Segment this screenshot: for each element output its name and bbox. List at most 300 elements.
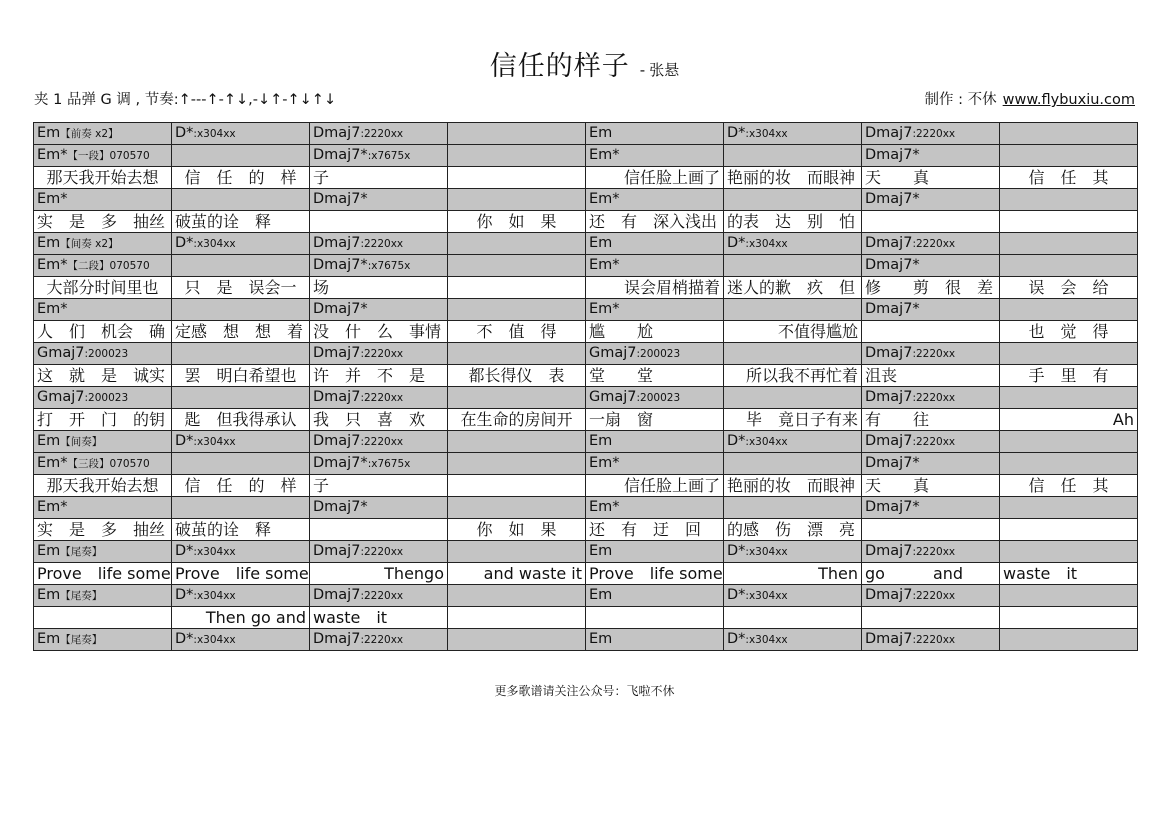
chord-cell — [724, 233, 862, 255]
chord-name: D* — [175, 125, 194, 141]
lyric-text: 信任脸上画了 — [623, 476, 720, 495]
chord-name: D* — [175, 433, 194, 449]
lyric-cell — [724, 365, 862, 387]
chord-name: Dmaj7* — [865, 147, 920, 163]
lyric-text: 子 — [313, 476, 330, 495]
lyric-cell — [172, 321, 310, 343]
chord-cell — [172, 255, 310, 277]
chord-name: Dmaj7 — [313, 587, 361, 603]
chord-cell — [448, 431, 586, 453]
chord-name: Dmaj7 — [865, 587, 913, 603]
chord-cell — [724, 541, 862, 563]
lyric-text: 那天我开始去想 — [46, 476, 159, 495]
lyric-text: 还 有 迂 回 — [589, 520, 702, 539]
lyric-text: 只 是 误会一 — [184, 278, 297, 297]
lyric-cell — [1000, 519, 1138, 541]
lyric-text: 堂 堂 — [589, 366, 654, 385]
chord-cell — [172, 541, 310, 563]
chord-cell — [448, 299, 586, 321]
chord-cell — [586, 343, 724, 365]
chord-name: Em — [589, 125, 613, 141]
lyric-cell — [724, 409, 862, 431]
website-link[interactable]: www.flybuxiu.com — [1002, 92, 1135, 108]
chord-fingering: :2220xx — [360, 634, 404, 646]
chord-fingering: 【一段】070570 — [67, 150, 150, 162]
chord-name: D* — [175, 587, 194, 603]
chord-fingering: :2220xx — [912, 348, 956, 360]
chord-row — [34, 145, 1138, 167]
lyric-cell — [1000, 277, 1138, 299]
chord-name: Dmaj7* — [313, 191, 368, 207]
chord-name: Dmaj7 — [865, 345, 913, 361]
chord-cell — [34, 299, 172, 321]
chord-cell — [586, 255, 724, 277]
chord-row — [34, 189, 1138, 211]
chord-cell — [1000, 453, 1138, 475]
chord-cell — [310, 431, 448, 453]
lyric-text: 也 觉 得 — [1028, 322, 1109, 341]
chord-cell — [862, 123, 1000, 145]
chord-cell — [310, 453, 448, 475]
chord-row — [34, 453, 1138, 475]
lyric-row — [34, 519, 1138, 541]
chord-name: D* — [727, 587, 746, 603]
chord-cell — [586, 189, 724, 211]
chord-cell — [34, 233, 172, 255]
lyric-cell — [34, 475, 172, 497]
lyric-cell — [310, 519, 448, 541]
chord-cell — [172, 123, 310, 145]
chord-row — [34, 343, 1138, 365]
chord-cell — [724, 453, 862, 475]
lyric-row — [34, 211, 1138, 233]
lyric-text: 信 任 其 — [1028, 476, 1109, 495]
lyric-text: Ah — [1112, 410, 1134, 429]
chord-cell — [586, 585, 724, 607]
chord-row — [34, 387, 1138, 409]
lyric-cell — [586, 563, 724, 585]
chord-cell — [862, 431, 1000, 453]
chord-fingering: 【尾奏】 — [60, 546, 103, 558]
chord-name: Em* — [37, 191, 68, 207]
lyric-cell — [586, 167, 724, 189]
lyric-cell — [862, 409, 1000, 431]
chord-row — [34, 585, 1138, 607]
lyric-text: go and — [865, 564, 964, 583]
chord-name: Em — [589, 543, 613, 559]
lyric-text: waste it — [1003, 564, 1078, 583]
lyric-text: 场 — [313, 278, 330, 297]
chord-cell — [448, 387, 586, 409]
chord-name: D* — [727, 235, 746, 251]
lyric-cell — [310, 211, 448, 233]
lyric-text: 天 真 — [865, 168, 930, 187]
chord-fingering: :2220xx — [912, 436, 956, 448]
lyric-row — [34, 167, 1138, 189]
lyric-text: 破茧的诠 释 — [175, 212, 272, 231]
lyric-cell — [586, 277, 724, 299]
chord-fingering: :x304xx — [745, 634, 788, 646]
lyric-row — [34, 409, 1138, 431]
lyric-text: 你 如 果 — [476, 212, 557, 231]
chord-fingering: :2220xx — [360, 238, 404, 250]
chord-name: Dmaj7 — [313, 433, 361, 449]
lyric-text: 没 什 么 事情 — [313, 322, 442, 341]
lyric-text: 尴 尬 — [589, 322, 654, 341]
chord-name: Gmaj7 — [589, 345, 637, 361]
lyric-cell — [1000, 563, 1138, 585]
chord-cell — [172, 343, 310, 365]
chord-fingering: :x304xx — [193, 238, 236, 250]
lyric-text: Then go and — [205, 608, 306, 627]
lyric-text: 实 是 多 抽丝 — [37, 212, 166, 231]
chord-cell — [34, 585, 172, 607]
lyric-cell — [448, 563, 586, 585]
chord-cell — [1000, 387, 1138, 409]
chord-name: Em — [37, 543, 61, 559]
chord-name: Em — [37, 235, 61, 251]
chord-name: D* — [175, 631, 194, 647]
chord-name: Em — [37, 125, 61, 141]
chord-name: D* — [175, 235, 194, 251]
chord-cell — [586, 453, 724, 475]
lyric-text: 罢 明白希望也 — [184, 366, 297, 385]
chord-fingering: 【尾奏】 — [60, 634, 103, 646]
chord-cell — [1000, 145, 1138, 167]
chord-cell — [172, 453, 310, 475]
chord-cell — [310, 189, 448, 211]
chord-cell — [310, 299, 448, 321]
chord-cell — [172, 189, 310, 211]
chord-cell — [586, 299, 724, 321]
chord-cell — [1000, 255, 1138, 277]
chord-name: Dmaj7 — [865, 389, 913, 405]
chord-cell — [724, 629, 862, 651]
chord-cell — [448, 629, 586, 651]
chord-fingering: :2220xx — [360, 590, 404, 602]
lyric-text: 破茧的诠 释 — [175, 520, 272, 539]
lyric-text: 误会眉梢描着 — [623, 278, 720, 297]
lyric-text: Prove life some — [175, 564, 309, 583]
chord-fingering: :x7675x — [367, 458, 411, 470]
chord-name: Dmaj7* — [865, 455, 920, 471]
chord-cell — [448, 453, 586, 475]
chord-fingering: :x304xx — [745, 238, 788, 250]
chord-cell — [34, 453, 172, 475]
chord-cell — [448, 255, 586, 277]
chord-name: Em* — [589, 499, 620, 515]
chord-name: Dmaj7 — [313, 125, 361, 141]
chord-fingering: 【前奏 x2】 — [60, 128, 119, 140]
lyric-cell — [586, 475, 724, 497]
credits — [925, 88, 1135, 109]
chord-cell — [724, 431, 862, 453]
chord-cell — [172, 299, 310, 321]
chord-cell — [34, 189, 172, 211]
chord-row — [34, 497, 1138, 519]
lyric-text: Then — [818, 564, 858, 583]
chord-cell — [34, 497, 172, 519]
lyric-cell — [34, 563, 172, 585]
chord-name: Em — [589, 235, 613, 251]
chord-row — [34, 123, 1138, 145]
chord-name: Gmaj7 — [589, 389, 637, 405]
lyric-text: 子 — [313, 168, 330, 187]
chord-fingering: 【二段】070570 — [67, 260, 150, 272]
lyric-cell — [310, 321, 448, 343]
lyric-cell — [172, 409, 310, 431]
chord-cell — [724, 123, 862, 145]
chord-cell — [862, 387, 1000, 409]
chord-fingering: 【尾奏】 — [60, 590, 103, 602]
chord-fingering: :x304xx — [193, 128, 236, 140]
chord-cell — [1000, 629, 1138, 651]
chord-name: Dmaj7 — [865, 235, 913, 251]
chord-name: Dmaj7* — [313, 455, 368, 471]
chord-name: D* — [727, 631, 746, 647]
lyric-cell — [310, 167, 448, 189]
chord-cell — [1000, 585, 1138, 607]
chord-cell — [1000, 233, 1138, 255]
lyric-cell — [448, 409, 586, 431]
lyric-cell — [34, 167, 172, 189]
chord-cell — [724, 497, 862, 519]
chord-cell — [862, 585, 1000, 607]
chord-name: Dmaj7* — [865, 301, 920, 317]
lyric-cell — [862, 365, 1000, 387]
author-credit: 制作 : 不休 — [924, 92, 997, 108]
song-title: 信任的样子 — [489, 51, 630, 82]
chord-cell — [586, 387, 724, 409]
lyric-text: 那天我开始去想 — [46, 168, 159, 187]
lyric-cell — [448, 519, 586, 541]
chord-cell — [862, 541, 1000, 563]
chord-cell — [172, 629, 310, 651]
chord-row — [34, 629, 1138, 651]
lyric-cell — [862, 519, 1000, 541]
singer-name: 张悬 — [649, 61, 680, 79]
chord-name: Dmaj7 — [313, 235, 361, 251]
lyric-cell — [724, 607, 862, 629]
chord-fingering: :200023 — [84, 348, 129, 360]
chord-name: D* — [175, 543, 194, 559]
lyric-row — [34, 321, 1138, 343]
lyric-cell — [586, 607, 724, 629]
chord-fingering: :2220xx — [360, 128, 404, 140]
chord-cell — [172, 233, 310, 255]
lyric-text: 大部分时间里也 — [46, 278, 159, 297]
lyric-cell — [172, 563, 310, 585]
chord-cell — [448, 145, 586, 167]
chord-name: Em — [37, 587, 61, 603]
chord-fingering: :2220xx — [912, 634, 956, 646]
lyric-cell — [34, 519, 172, 541]
lyric-cell — [1000, 365, 1138, 387]
chord-cell — [586, 541, 724, 563]
chord-fingering: :x304xx — [745, 128, 788, 140]
chord-cell — [34, 255, 172, 277]
chord-name: Dmaj7 — [313, 543, 361, 559]
chord-name: Dmaj7* — [313, 301, 368, 317]
chord-cell — [34, 123, 172, 145]
chord-cell — [448, 585, 586, 607]
chord-name: Dmaj7 — [865, 433, 913, 449]
lyric-text: 艳丽的妆 而眼神 — [727, 476, 856, 495]
chord-name: Em — [37, 631, 61, 647]
chord-cell — [724, 299, 862, 321]
lyric-cell — [1000, 475, 1138, 497]
lyric-cell — [862, 607, 1000, 629]
lyric-cell — [172, 167, 310, 189]
chord-name: Em — [37, 433, 61, 449]
chord-cell — [172, 431, 310, 453]
lyric-text: 不值得尴尬 — [777, 322, 858, 341]
lyric-cell — [310, 475, 448, 497]
lyric-text: 许 并 不 是 — [313, 366, 426, 385]
chord-cell — [1000, 541, 1138, 563]
lyric-cell — [172, 365, 310, 387]
lyric-cell — [586, 211, 724, 233]
lyric-cell — [724, 321, 862, 343]
chord-fingering: :2220xx — [912, 590, 956, 602]
lyric-text: 实 是 多 抽丝 — [37, 520, 166, 539]
chord-name: Dmaj7* — [313, 257, 368, 273]
lyric-text: 不 值 得 — [476, 322, 557, 341]
chord-cell — [862, 343, 1000, 365]
chord-fingering: :x304xx — [193, 590, 236, 602]
lyric-text: 艳丽的妆 而眼神 — [727, 168, 856, 187]
lyric-cell — [1000, 607, 1138, 629]
lyric-text: 迷人的歉 疚 但 — [727, 278, 856, 297]
chord-name: Gmaj7 — [37, 389, 85, 405]
lyric-cell — [448, 277, 586, 299]
chord-cell — [724, 145, 862, 167]
chord-cell — [862, 629, 1000, 651]
lyric-cell — [1000, 321, 1138, 343]
chord-cell — [34, 387, 172, 409]
chord-cell — [724, 189, 862, 211]
chord-cell — [172, 145, 310, 167]
chord-name: Em* — [37, 301, 68, 317]
lyric-cell — [586, 321, 724, 343]
lyric-row — [34, 277, 1138, 299]
lyric-cell — [862, 321, 1000, 343]
lyric-text: 天 真 — [865, 476, 930, 495]
chord-fingering: :2220xx — [912, 392, 956, 404]
lyric-text: Thengo — [384, 564, 444, 583]
chord-cell — [724, 585, 862, 607]
lyric-cell — [34, 277, 172, 299]
lyric-cell — [724, 277, 862, 299]
lyric-text: 打 开 门 的钥 — [37, 410, 166, 429]
lyric-cell — [172, 519, 310, 541]
chord-fingering: :2220xx — [912, 546, 956, 558]
chord-cell — [310, 387, 448, 409]
chord-fingering: :2220xx — [360, 348, 404, 360]
chord-name: Dmaj7 — [313, 389, 361, 405]
chord-name: Dmaj7 — [313, 345, 361, 361]
chord-cell — [448, 189, 586, 211]
lyric-cell — [724, 563, 862, 585]
chord-cell — [310, 541, 448, 563]
lyric-cell — [586, 409, 724, 431]
lyric-row — [34, 365, 1138, 387]
lyric-cell — [724, 167, 862, 189]
chord-cell — [310, 233, 448, 255]
chord-name: Em — [589, 631, 613, 647]
lyric-text: 修 剪 很 差 — [865, 278, 994, 297]
lyric-cell — [1000, 167, 1138, 189]
lyric-cell — [172, 475, 310, 497]
lyric-cell — [724, 519, 862, 541]
lyric-cell — [724, 211, 862, 233]
lyric-text: 定感 想 想 着 — [175, 322, 304, 341]
chord-cell — [586, 123, 724, 145]
chord-cell — [724, 255, 862, 277]
chord-cell — [448, 123, 586, 145]
lyric-text: Prove life some — [37, 564, 171, 583]
lyric-cell — [310, 365, 448, 387]
chord-cell — [862, 145, 1000, 167]
chord-cell — [172, 387, 310, 409]
chord-fingering: :x304xx — [745, 590, 788, 602]
chord-cell — [310, 343, 448, 365]
chord-row — [34, 299, 1138, 321]
lyric-text: waste it — [313, 608, 388, 627]
chord-cell — [448, 343, 586, 365]
chord-fingering: :2220xx — [360, 546, 404, 558]
chord-name: Dmaj7* — [313, 147, 368, 163]
lyric-cell — [862, 475, 1000, 497]
chord-cell — [172, 585, 310, 607]
lyric-cell — [172, 277, 310, 299]
lyric-cell — [862, 167, 1000, 189]
chord-fingering: :x304xx — [193, 634, 236, 646]
lyric-cell — [862, 211, 1000, 233]
chord-fingering: :x304xx — [193, 546, 236, 558]
chord-cell — [586, 497, 724, 519]
lyric-text: 我 只 喜 欢 — [313, 410, 426, 429]
lyric-cell — [34, 607, 172, 629]
chord-cell — [862, 255, 1000, 277]
lyric-text: 误 会 给 — [1028, 278, 1109, 297]
chord-fingering: :2220xx — [360, 436, 404, 448]
lyric-cell — [34, 211, 172, 233]
lyric-text: Prove life some — [589, 564, 723, 583]
chord-name: Dmaj7 — [865, 125, 913, 141]
chord-cell — [862, 189, 1000, 211]
chord-cell — [724, 343, 862, 365]
lyric-text: 都长得仪 表 — [468, 366, 565, 385]
chord-cell — [310, 629, 448, 651]
chord-cell — [586, 431, 724, 453]
chord-cell — [448, 497, 586, 519]
lyric-text: 你 如 果 — [476, 520, 557, 539]
chord-cell — [862, 233, 1000, 255]
lyric-cell — [448, 365, 586, 387]
chord-name: Dmaj7* — [865, 499, 920, 515]
capo-info: 夹 1 品弹 G 调 , 节奏:↑---↑-↑↓,-↓↑-↑↓↑↓ — [34, 92, 337, 108]
lyric-cell — [448, 321, 586, 343]
chord-fingering: :x304xx — [193, 436, 236, 448]
lyric-text: 所以我不再忙着 — [745, 366, 858, 385]
lyric-cell — [724, 475, 862, 497]
chord-cell — [310, 497, 448, 519]
lyric-cell — [448, 211, 586, 233]
chord-name: Gmaj7 — [37, 345, 85, 361]
chord-fingering: :200023 — [84, 392, 129, 404]
chord-name: Em* — [589, 191, 620, 207]
